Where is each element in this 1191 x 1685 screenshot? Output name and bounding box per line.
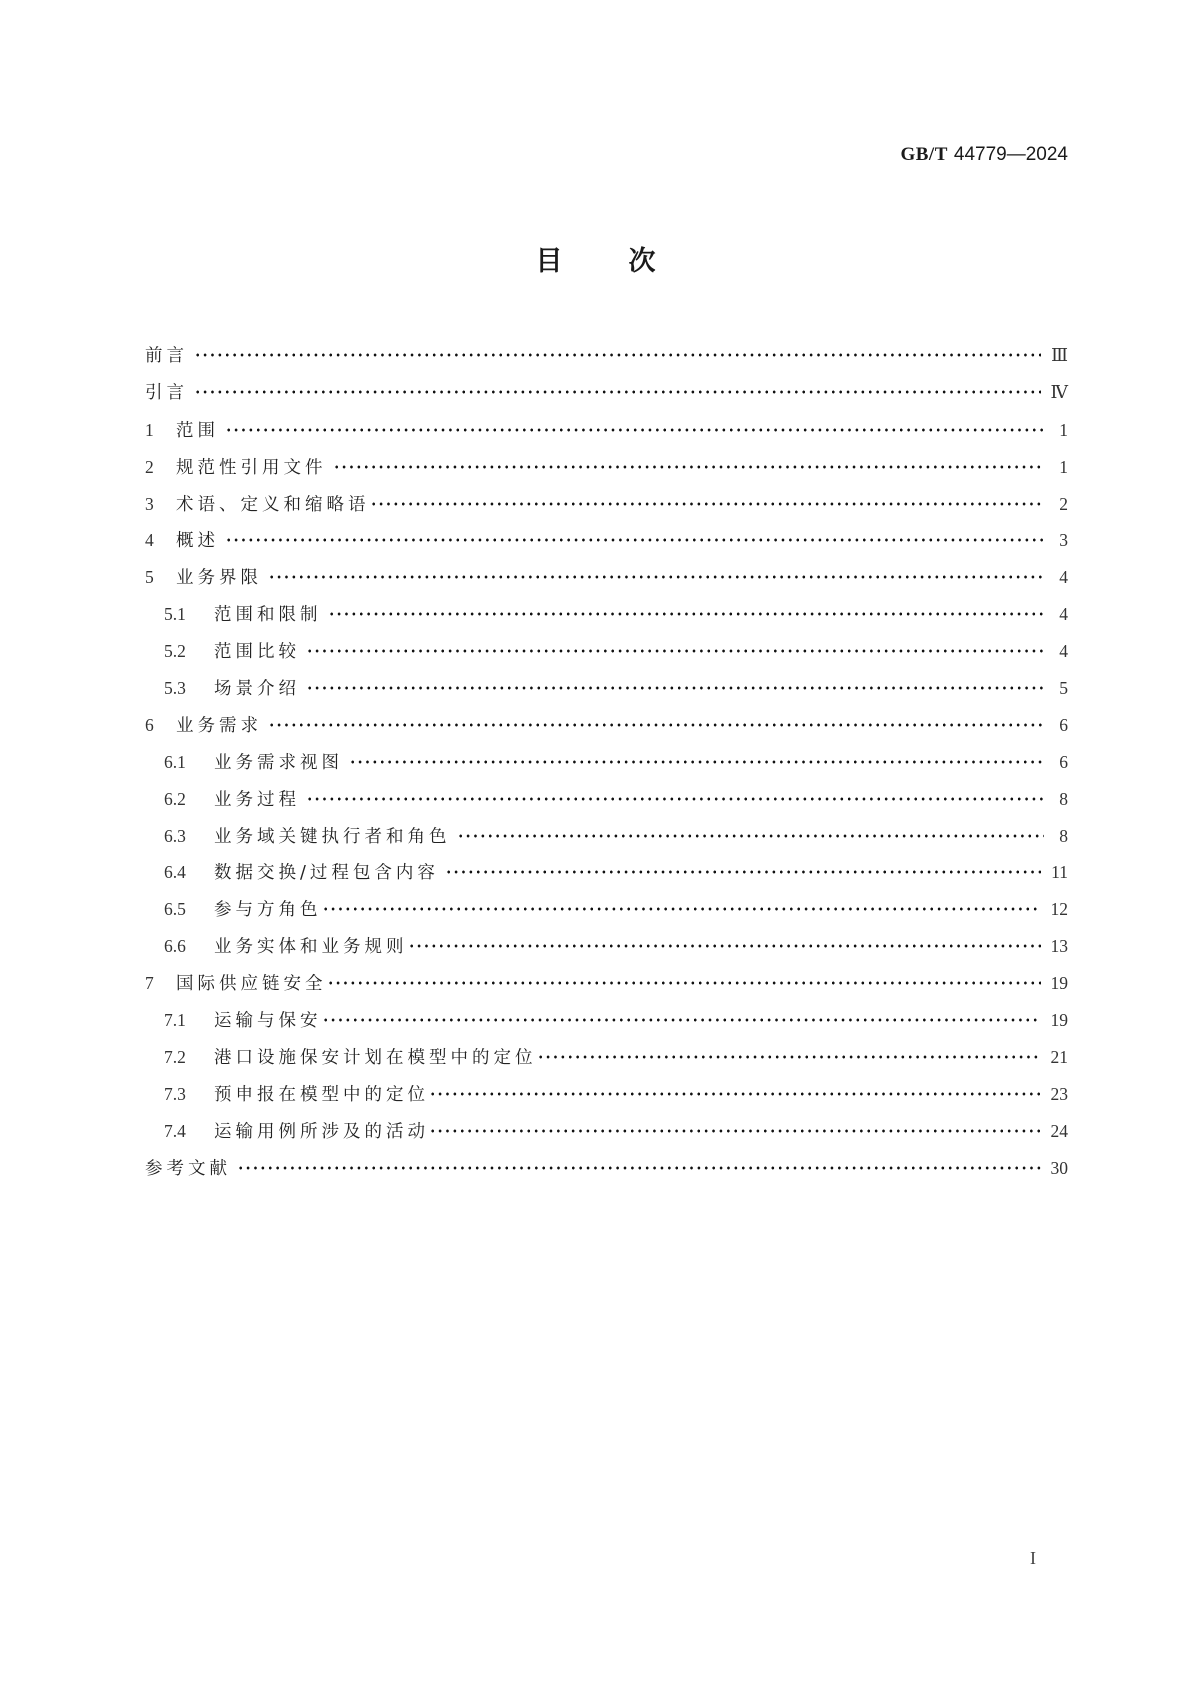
toc-entry-number: 5.1	[164, 604, 186, 625]
toc-entry-page: Ⅲ	[1051, 346, 1068, 366]
toc-entry-title: 业务需求	[176, 715, 262, 736]
toc-entry[interactable]	[145, 895, 1068, 932]
toc-entry[interactable]	[145, 748, 1068, 785]
toc-entry-page: 21	[1050, 1046, 1068, 1067]
toc-entry-number: 5	[145, 567, 154, 588]
toc-entry-title: 预申报在模型中的定位	[214, 1084, 429, 1105]
toc-entry-number: 2	[145, 456, 154, 477]
toc-entry-page: 8	[1059, 825, 1068, 846]
toc-entry[interactable]	[145, 1006, 1068, 1043]
toc-entry-number: 7.2	[164, 1046, 186, 1067]
toc-entry-number: 3	[145, 493, 154, 514]
toc-entry-number: 7.4	[164, 1120, 186, 1141]
dot-leader	[445, 870, 1041, 874]
table-of-contents	[145, 342, 1068, 1190]
toc-entry-number: 5.3	[164, 678, 186, 699]
toc-entry[interactable]	[145, 416, 1068, 453]
toc-entry-title: 规范性引用文件	[176, 457, 327, 478]
toc-entry-page: 3	[1059, 530, 1068, 551]
toc-entry-number: 6.5	[164, 899, 186, 920]
toc-entry-title: 业务过程	[214, 789, 300, 810]
toc-entry-page: 8	[1059, 788, 1068, 809]
dot-leader	[327, 981, 1041, 985]
dot-leader	[457, 834, 1045, 838]
toc-entry-title: 引言	[145, 382, 188, 403]
toc-entry-title: 国际供应链安全	[176, 974, 327, 995]
toc-entry-title: 业务实体和业务规则	[214, 937, 408, 958]
toc-entry-title: 运输用例所涉及的活动	[214, 1121, 429, 1142]
toc-entry-title: 范围和限制	[214, 605, 322, 626]
toc-entry[interactable]	[145, 1043, 1068, 1080]
dot-leader	[429, 1092, 1041, 1096]
toc-entry[interactable]	[145, 785, 1068, 822]
toc-entry-title: 业务需求视图	[214, 752, 343, 773]
toc-entry-title: 港口设施保安计划在模型中的定位	[214, 1047, 537, 1068]
toc-entry-number: 6.2	[164, 788, 186, 809]
toc-entry-number: 7.1	[164, 1010, 186, 1031]
toc-entry-number: 6	[145, 714, 154, 735]
toc-entry-page: 4	[1059, 567, 1068, 588]
dot-leader	[322, 907, 1041, 911]
dot-leader	[349, 760, 1044, 764]
toc-entry-title: 数据交换/过程包含内容	[214, 863, 439, 884]
dot-leader	[225, 538, 1044, 542]
dot-leader	[370, 502, 1045, 506]
toc-entry-number: 6.1	[164, 751, 186, 772]
toc-entry[interactable]	[145, 453, 1068, 490]
toc-entry-number: 6.4	[164, 862, 186, 883]
toc-entry-page: 12	[1050, 899, 1068, 920]
toc-entry-title: 场景介绍	[214, 679, 300, 700]
toc-entry[interactable]	[145, 379, 1068, 416]
dot-leader	[306, 686, 1044, 690]
toc-entry[interactable]	[145, 858, 1068, 895]
toc-entry[interactable]	[145, 637, 1068, 674]
dot-leader	[194, 353, 1041, 357]
toc-entry-page: 19	[1050, 973, 1068, 994]
dot-leader	[537, 1055, 1041, 1059]
toc-entry-title: 参考文献	[145, 1158, 231, 1179]
toc-entry-page: 24	[1050, 1120, 1068, 1141]
dot-leader	[268, 575, 1044, 579]
standard-number-header	[900, 142, 1068, 167]
title-char-1: 目	[535, 246, 563, 277]
toc-entry-number: 5.2	[164, 641, 186, 662]
toc-entry-number: 1	[145, 419, 154, 440]
toc-entry-number: 7	[145, 973, 154, 994]
standard-code: 44779—2024	[953, 144, 1068, 165]
dot-leader	[306, 649, 1044, 653]
toc-entry[interactable]	[145, 1154, 1068, 1191]
toc-entry-title: 前言	[145, 346, 188, 366]
toc-entry-page: Ⅳ	[1050, 382, 1068, 403]
toc-entry[interactable]	[145, 932, 1068, 969]
toc-entry-page: 6	[1059, 714, 1068, 735]
toc-entry-title: 运输与保安	[214, 1011, 322, 1032]
dot-leader	[333, 465, 1045, 469]
toc-entry-page: 6	[1059, 751, 1068, 772]
toc-entry[interactable]	[145, 600, 1068, 637]
dot-leader	[194, 390, 1041, 394]
toc-entry-page: 19	[1050, 1010, 1068, 1031]
toc-entry[interactable]	[145, 822, 1068, 859]
toc-entry-page: 30	[1050, 1157, 1068, 1178]
toc-entry-title: 范围比较	[214, 642, 300, 663]
toc-entry[interactable]	[145, 490, 1068, 527]
toc-entry-page: 23	[1050, 1083, 1068, 1104]
toc-entry-number: 6.6	[164, 936, 186, 957]
toc-entry-page: 2	[1059, 493, 1068, 514]
toc-entry-number: 4	[145, 530, 154, 551]
standard-prefix: GB/T	[900, 144, 948, 165]
toc-entry-page: 5	[1059, 678, 1068, 699]
toc-entry[interactable]	[145, 1080, 1068, 1117]
page-title	[0, 244, 1191, 280]
dot-leader	[408, 944, 1041, 948]
toc-entry-title: 业务界限	[176, 568, 262, 589]
dot-leader	[225, 428, 1044, 432]
toc-entry-title: 概述	[176, 531, 219, 552]
toc-entry[interactable]	[145, 674, 1068, 711]
dot-leader	[237, 1166, 1041, 1170]
toc-entry-page: 4	[1059, 604, 1068, 625]
dot-leader	[328, 612, 1045, 616]
toc-entry[interactable]	[145, 969, 1068, 1006]
toc-entry-title: 范围	[176, 420, 219, 441]
title-char-2: 次	[628, 246, 656, 277]
toc-entry[interactable]	[145, 711, 1068, 748]
toc-entry[interactable]	[145, 342, 1068, 379]
toc-entry-page: 11	[1051, 862, 1068, 883]
toc-entry-title: 业务域关键执行者和角色	[214, 826, 451, 847]
toc-entry-page: 13	[1050, 936, 1068, 957]
page-number: I	[1030, 1548, 1036, 1568]
dot-leader	[268, 723, 1044, 727]
toc-entry[interactable]	[145, 526, 1068, 563]
dot-leader	[429, 1129, 1041, 1133]
toc-entry-number: 7.3	[164, 1083, 186, 1104]
toc-entry-title: 参与方角色	[214, 900, 322, 921]
toc-entry-number: 6.3	[164, 825, 186, 846]
toc-entry[interactable]	[145, 1117, 1068, 1154]
toc-entry[interactable]	[145, 563, 1068, 600]
dot-leader	[306, 797, 1044, 801]
toc-entry-page: 1	[1059, 456, 1068, 477]
toc-entry-page: 1	[1059, 419, 1068, 440]
toc-entry-page: 4	[1059, 641, 1068, 662]
toc-entry-title: 术语、定义和缩略语	[176, 494, 370, 515]
dot-leader	[322, 1018, 1041, 1022]
